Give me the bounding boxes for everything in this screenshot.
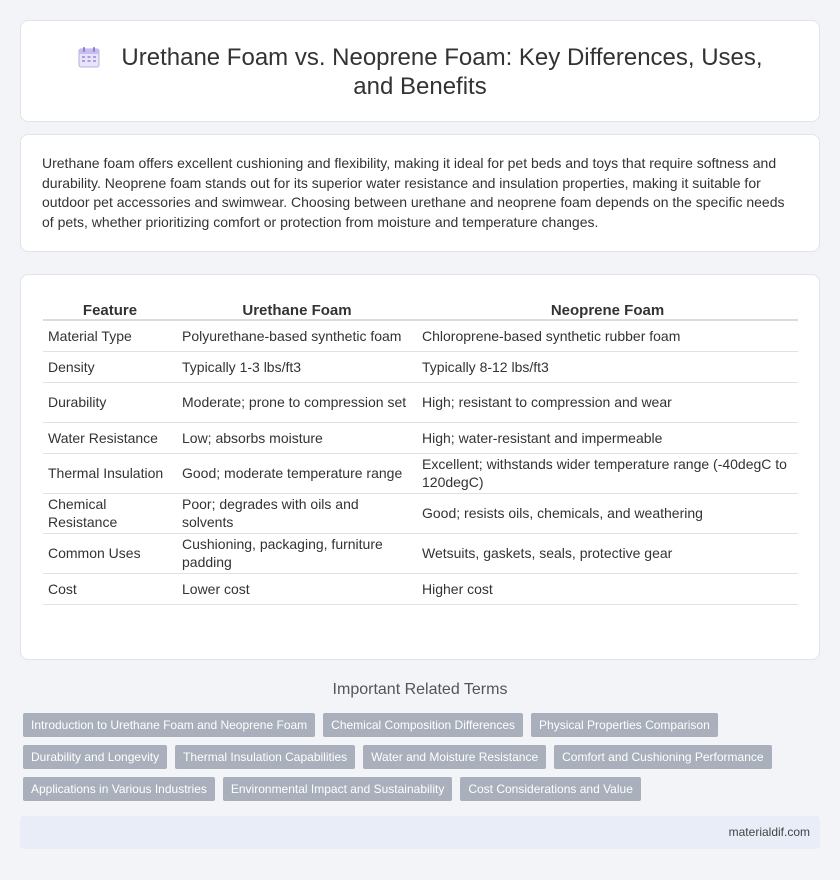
table-cell: Good; moderate temperature range: [177, 453, 417, 493]
table-cell: Good; resists oils, chemicals, and weathering: [417, 493, 798, 533]
comparison-table: [43, 295, 798, 605]
related-tag[interactable]: Cost Considerations and Value: [460, 777, 641, 801]
related-terms-list: [23, 713, 803, 801]
footer: [20, 816, 820, 849]
table-cell: Water Resistance: [43, 422, 177, 453]
header-neoprene: Neoprene Foam: [417, 295, 798, 320]
table-cell: Material Type: [43, 320, 177, 351]
table-cell: Lower cost: [177, 573, 417, 604]
page-title-wrap: [21, 43, 819, 101]
table-cell: Cushioning, packaging, furniture padding: [177, 533, 417, 573]
table-cell: Low; absorbs moisture: [177, 422, 417, 453]
table-cell: Cost: [43, 573, 177, 604]
related-tag[interactable]: Chemical Composition Differences: [323, 713, 523, 737]
footer-site-link[interactable]: materialdif.com: [728, 825, 810, 839]
table-cell: Polyurethane-based synthetic foam: [177, 320, 417, 351]
table-header-row: [43, 295, 798, 320]
table-cell: Excellent; withstands wider temperature range (-40degC to 120degC): [417, 453, 798, 493]
table-cell: Typically 1-3 lbs/ft3: [177, 351, 417, 382]
table-cell: Poor; degrades with oils and solvents: [177, 493, 417, 533]
page-title: Urethane Foam vs. Neoprene Foam: Key Differences, Uses, and Benefits: [121, 44, 763, 100]
table-cell: Density: [43, 351, 177, 382]
table-cell: High; resistant to compression and wear: [417, 382, 798, 422]
related-terms-title: Important Related Terms: [332, 681, 508, 698]
table-cell: High; water-resistant and impermeable: [417, 422, 798, 453]
related-tag[interactable]: Thermal Insulation Capabilities: [175, 745, 355, 769]
intro-card: [20, 134, 820, 252]
table-row: [43, 422, 798, 453]
title-card: [20, 20, 820, 122]
related-tag[interactable]: Environmental Impact and Sustainability: [223, 777, 452, 801]
table-row: [43, 533, 798, 573]
related-tag[interactable]: Physical Properties Comparison: [531, 713, 718, 737]
table-row: [43, 382, 798, 422]
table-cell: Durability: [43, 382, 177, 422]
table-cell: Moderate; prone to compression set: [177, 382, 417, 422]
table-cell: Typically 8-12 lbs/ft3: [417, 351, 798, 382]
table-cell: Chloroprene-based synthetic rubber foam: [417, 320, 798, 351]
table-cell: Chemical Resistance: [43, 493, 177, 533]
related-tag[interactable]: Applications in Various Industries: [23, 777, 215, 801]
table-row: [43, 320, 798, 351]
calendar-icon: [77, 46, 101, 68]
table-cell: Thermal Insulation: [43, 453, 177, 493]
related-tag[interactable]: Durability and Longevity: [23, 745, 167, 769]
related-tag[interactable]: Water and Moisture Resistance: [363, 745, 546, 769]
comparison-table-card: [20, 274, 820, 660]
intro-paragraph: Urethane foam offers excellent cushioning and flexibility, making it ideal for pet beds and toys that require softness and durability. Neoprene foam stands out for its superior water resistance and insulation properties, making it suitable for outdoor pet accessories and swimwear. Choosing between urethane and neoprene foam depends on the specific needs of pets, whether prioritizing comfort or protection from moisture and temperature changes.: [42, 155, 785, 230]
table-row: [43, 453, 798, 493]
table-cell: Common Uses: [43, 533, 177, 573]
header-feature: Feature: [43, 295, 177, 320]
table-cell: Higher cost: [417, 573, 798, 604]
related-tag[interactable]: Comfort and Cushioning Performance: [554, 745, 771, 769]
table-row: [43, 351, 798, 382]
table-row: [43, 573, 798, 604]
table-row: [43, 493, 798, 533]
related-tag[interactable]: Introduction to Urethane Foam and Neoprene Foam: [23, 713, 315, 737]
table-cell: Wetsuits, gaskets, seals, protective gear: [417, 533, 798, 573]
header-urethane: Urethane Foam: [177, 295, 417, 320]
